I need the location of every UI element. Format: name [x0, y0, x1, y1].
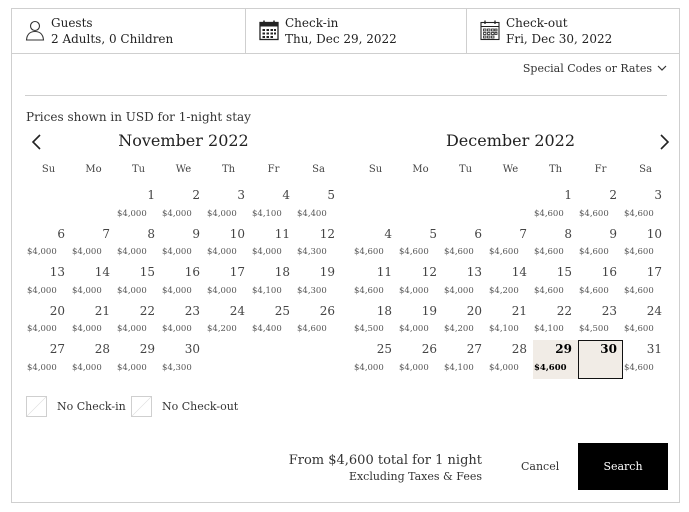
- weekday-label: Mo: [412, 164, 429, 175]
- day-price: $4,000: [489, 362, 519, 373]
- day-price: $4,100: [444, 362, 474, 373]
- calendar-icon: [479, 19, 501, 41]
- calendar-day[interactable]: [251, 186, 296, 225]
- calendar-blank-cell: [353, 186, 398, 225]
- day-number: 7: [519, 226, 527, 241]
- booking-header: [12, 9, 679, 54]
- cancel-button[interactable]: Cancel: [521, 460, 560, 473]
- day-price: $4,600: [624, 285, 654, 296]
- calendar-day[interactable]: [443, 225, 488, 264]
- day-number: 3: [654, 188, 662, 202]
- day-number: 31: [646, 342, 662, 356]
- chevron-right-icon[interactable]: [655, 133, 673, 151]
- day-number: 19: [319, 265, 335, 279]
- legend-swatch: [26, 396, 47, 417]
- day-price: $4,200: [444, 324, 474, 334]
- calendar-day[interactable]: [116, 340, 161, 379]
- day-price: $4,300: [297, 247, 327, 257]
- day-price: $4,000: [207, 208, 237, 219]
- calendar-day[interactable]: [251, 225, 296, 264]
- weekday-label: Th: [548, 164, 563, 175]
- day-number: 21: [511, 303, 527, 318]
- day-number: 22: [139, 303, 155, 318]
- day-number: 18: [274, 265, 290, 279]
- day-price: $4,000: [27, 247, 57, 257]
- calendar-day[interactable]: [488, 263, 533, 302]
- month-title: December 2022: [445, 131, 576, 150]
- calendar-day[interactable]: [116, 186, 161, 225]
- calendar-blank-cell: [488, 186, 533, 225]
- day-number: 23: [601, 303, 617, 318]
- day-price: $4,000: [27, 362, 57, 373]
- calendar-day[interactable]: [533, 186, 578, 225]
- day-price: $4,600: [489, 247, 519, 257]
- calendar-blank-cell: [443, 186, 488, 225]
- calendar-day[interactable]: [296, 225, 341, 264]
- day-number: 24: [229, 303, 245, 318]
- calendar-day[interactable]: [353, 263, 398, 302]
- special-codes-label: Special Codes or Rates: [522, 62, 652, 75]
- day-price: $4,000: [27, 285, 57, 296]
- day-number: 26: [421, 342, 437, 356]
- day-price: $4,600: [534, 247, 564, 257]
- day-number: 30: [184, 342, 200, 356]
- calendar-day[interactable]: [116, 302, 161, 341]
- day-number: 20: [49, 303, 65, 318]
- day-price: $4,000: [117, 208, 147, 219]
- day-price: $4,000: [162, 324, 192, 334]
- calendar-day[interactable]: [443, 302, 488, 341]
- day-price: $4,300: [297, 285, 327, 296]
- calendar-day[interactable]: [206, 186, 251, 225]
- calendar-day[interactable]: [353, 340, 398, 379]
- day-number: 2: [192, 188, 200, 202]
- day-number: 28: [511, 342, 527, 356]
- chevron-left-icon[interactable]: [28, 133, 46, 151]
- calendar-day[interactable]: [533, 340, 578, 379]
- guests-value: 2 Adults, 0 Children: [51, 32, 174, 46]
- day-price: $4,000: [354, 362, 384, 373]
- legend-no-checkin: [26, 396, 126, 417]
- day-price: $4,000: [162, 285, 192, 296]
- calendar-day[interactable]: [296, 263, 341, 302]
- day-price: $4,600: [297, 324, 327, 334]
- calendar-blank-cell: [71, 186, 116, 225]
- weekday-label: Fr: [267, 164, 280, 175]
- day-price: $4,600: [579, 285, 609, 296]
- calendar-day[interactable]: [578, 340, 623, 379]
- price-note: Prices shown in USD for 1-night stay: [26, 110, 251, 124]
- checkin-value: Thu, Dec 29, 2022: [285, 32, 397, 46]
- checkin-label: Check-in: [285, 16, 339, 30]
- day-number: 20: [466, 303, 482, 318]
- day-price: $4,000: [399, 324, 429, 334]
- calendar-day[interactable]: [623, 186, 668, 225]
- day-price: $4,200: [489, 285, 519, 296]
- day-price: $4,000: [117, 247, 147, 257]
- calendar-icon: [258, 19, 280, 41]
- calendar-day[interactable]: [161, 186, 206, 225]
- day-number: 9: [192, 226, 200, 241]
- calendar-day[interactable]: [353, 225, 398, 264]
- weekday-label: Sa: [639, 164, 652, 175]
- calendar-day[interactable]: [578, 186, 623, 225]
- calendar-day[interactable]: [26, 225, 71, 264]
- month-december: [353, 129, 668, 379]
- day-price: $4,600: [534, 362, 567, 373]
- calendar-day[interactable]: [398, 302, 443, 341]
- weekday-label: Sa: [312, 164, 325, 175]
- guests-label: Guests: [51, 16, 93, 30]
- day-number: 1: [564, 188, 572, 202]
- day-number: 1: [147, 188, 155, 202]
- day-number: 9: [609, 226, 617, 241]
- day-price: $4,400: [252, 324, 282, 334]
- day-price: $4,000: [72, 324, 102, 334]
- checkout-value: Fri, Dec 30, 2022: [506, 32, 613, 46]
- day-number: 11: [274, 226, 290, 241]
- calendar-day[interactable]: [353, 302, 398, 341]
- day-number: 23: [184, 303, 200, 318]
- day-price: $4,600: [534, 285, 564, 296]
- day-price: $4,000: [252, 247, 282, 257]
- day-number: 4: [282, 188, 290, 202]
- day-price: $4,600: [579, 247, 609, 257]
- day-number: 14: [511, 265, 527, 279]
- calendar-day[interactable]: [71, 302, 116, 341]
- day-price: $4,600: [624, 208, 654, 219]
- day-price: $4,000: [207, 285, 237, 296]
- weekday-header: [26, 164, 341, 178]
- day-price: $4,000: [117, 285, 147, 296]
- calendar-day[interactable]: [443, 263, 488, 302]
- taxes-note: Excluding Taxes & Fees: [348, 470, 482, 483]
- calendar-day[interactable]: [623, 263, 668, 302]
- day-number: 15: [556, 265, 572, 279]
- weekday-label: We: [502, 164, 519, 175]
- day-price: $4,100: [252, 208, 282, 219]
- day-number: 30: [600, 342, 617, 356]
- weekday-label: We: [175, 164, 192, 175]
- calendar-day[interactable]: [533, 302, 578, 341]
- day-number: 27: [49, 342, 65, 356]
- day-number: 8: [564, 226, 572, 241]
- weekday-header: [353, 164, 668, 178]
- day-number: 16: [601, 265, 617, 279]
- calendar-day[interactable]: [71, 263, 116, 302]
- weekday-label: Tu: [131, 164, 146, 175]
- calendar-day[interactable]: [578, 302, 623, 341]
- day-number: 28: [94, 342, 110, 356]
- day-price: $4,600: [399, 247, 429, 257]
- calendar-day[interactable]: [578, 225, 623, 264]
- day-price: $4,600: [624, 247, 654, 257]
- calendar-day[interactable]: [251, 263, 296, 302]
- legend-label: No Check-out: [162, 400, 239, 413]
- day-number: 29: [139, 342, 155, 356]
- calendar-day[interactable]: [206, 263, 251, 302]
- calendar-day[interactable]: [296, 302, 341, 341]
- day-price: $4,000: [399, 285, 429, 296]
- day-price: $4,000: [162, 208, 192, 219]
- calendar-day[interactable]: [488, 302, 533, 341]
- checkin-selector[interactable]: [245, 9, 466, 53]
- day-number: 25: [274, 303, 290, 318]
- day-number: 5: [429, 226, 437, 241]
- day-price: $4,000: [27, 324, 57, 334]
- day-number: 22: [556, 303, 572, 318]
- day-price: $4,600: [624, 324, 654, 334]
- calendar-blank-cell: [398, 186, 443, 225]
- checkout-label: Check-out: [506, 16, 568, 30]
- day-price: $4,600: [534, 208, 564, 219]
- day-number: 26: [319, 303, 335, 318]
- calendar-day[interactable]: [116, 263, 161, 302]
- legend-no-checkout: [131, 396, 238, 417]
- calendar-day[interactable]: [623, 302, 668, 341]
- day-price: $4,600: [354, 285, 384, 296]
- calendar-day[interactable]: [71, 225, 116, 264]
- person-icon: [24, 19, 46, 41]
- month-title: November 2022: [118, 131, 249, 150]
- guests-selector[interactable]: [12, 9, 245, 53]
- calendar-day[interactable]: [206, 302, 251, 341]
- day-grid: [26, 186, 341, 379]
- day-number: 29: [555, 342, 572, 356]
- calendar-day[interactable]: [533, 263, 578, 302]
- checkout-selector[interactable]: [466, 9, 679, 53]
- legend-label: No Check-in: [57, 400, 126, 413]
- month-november: [26, 129, 341, 379]
- day-number: 3: [237, 188, 245, 202]
- day-number: 16: [184, 265, 200, 279]
- day-number: 27: [466, 342, 482, 356]
- day-number: 8: [147, 226, 155, 241]
- day-price: $4,000: [444, 285, 474, 296]
- day-number: 15: [139, 265, 155, 279]
- calendar-day[interactable]: [578, 263, 623, 302]
- day-price: $4,600: [579, 208, 609, 219]
- calendar-day[interactable]: [488, 340, 533, 379]
- day-price: $4,000: [117, 324, 147, 334]
- day-price: $4,200: [207, 324, 237, 334]
- chevron-down-icon: [657, 65, 667, 72]
- calendar-day[interactable]: [26, 340, 71, 379]
- day-price: $4,000: [207, 247, 237, 257]
- day-price: $4,000: [117, 362, 147, 373]
- weekday-label: Fr: [594, 164, 607, 175]
- calendar-day[interactable]: [398, 225, 443, 264]
- day-price: $4,000: [72, 285, 102, 296]
- day-number: 6: [57, 226, 65, 241]
- day-number: 6: [474, 226, 482, 241]
- day-number: 12: [319, 226, 335, 241]
- calendar-day[interactable]: [206, 225, 251, 264]
- day-price: $4,600: [624, 362, 654, 373]
- day-number: 4: [384, 226, 392, 241]
- day-price: $4,000: [399, 362, 429, 373]
- day-number: 13: [49, 265, 65, 279]
- calendar-day[interactable]: [161, 302, 206, 341]
- day-number: 21: [94, 303, 110, 318]
- day-number: 18: [376, 303, 392, 318]
- calendar-blank-cell: [26, 186, 71, 225]
- day-price: $4,600: [444, 247, 474, 257]
- calendar-day[interactable]: [71, 340, 116, 379]
- weekday-label: Tu: [458, 164, 473, 175]
- day-number: 13: [466, 265, 482, 279]
- day-number: 5: [327, 188, 335, 202]
- calendar-day[interactable]: [161, 263, 206, 302]
- day-number: 24: [646, 303, 662, 318]
- day-price: $4,600: [354, 247, 384, 257]
- day-number: 2: [609, 188, 617, 202]
- day-number: 17: [646, 265, 662, 279]
- day-price: $4,500: [354, 324, 384, 334]
- search-button[interactable]: Search: [578, 443, 668, 490]
- day-number: 19: [421, 303, 437, 318]
- day-number: 12: [421, 265, 437, 279]
- day-price: $4,100: [489, 324, 519, 334]
- weekday-label: Mo: [85, 164, 102, 175]
- day-price: $4,300: [162, 362, 192, 373]
- day-price: $4,000: [72, 247, 102, 257]
- special-codes-toggle[interactable]: [523, 62, 667, 75]
- day-grid: [353, 186, 668, 379]
- legend-swatch: [131, 396, 152, 417]
- calendar-day[interactable]: [296, 186, 341, 225]
- day-number: 10: [229, 226, 245, 241]
- weekday-label: Su: [368, 164, 383, 175]
- calendar-day[interactable]: [488, 225, 533, 264]
- divider: [25, 95, 667, 96]
- day-price: $4,100: [252, 285, 282, 296]
- calendar-day[interactable]: [116, 225, 161, 264]
- day-price: $4,500: [579, 324, 609, 334]
- day-price: $4,000: [162, 247, 192, 257]
- calendar-day[interactable]: [443, 340, 488, 379]
- calendar-day[interactable]: [26, 263, 71, 302]
- calendar-day[interactable]: [533, 225, 578, 264]
- day-number: 10: [646, 226, 662, 241]
- price-summary: [289, 453, 482, 485]
- calendar-day[interactable]: [26, 302, 71, 341]
- day-number: 17: [229, 265, 245, 279]
- day-number: 25: [376, 342, 392, 356]
- weekday-label: Su: [41, 164, 56, 175]
- calendar-day[interactable]: [161, 225, 206, 264]
- calendar-day[interactable]: [398, 263, 443, 302]
- calendar-day[interactable]: [623, 225, 668, 264]
- weekday-label: Th: [221, 164, 236, 175]
- day-price: $4,100: [534, 324, 564, 334]
- calendar-day[interactable]: [161, 340, 206, 379]
- booking-panel: [11, 8, 680, 503]
- day-number: 14: [94, 265, 110, 279]
- day-number: 11: [376, 265, 392, 279]
- day-number: 7: [102, 226, 110, 241]
- day-price: $4,000: [72, 362, 102, 373]
- calendar-day[interactable]: [398, 340, 443, 379]
- calendar-day[interactable]: [251, 302, 296, 341]
- total-price: From $4,600 total for 1 night: [288, 453, 482, 468]
- calendar-day[interactable]: [623, 340, 668, 379]
- day-price: $4,400: [297, 208, 327, 219]
